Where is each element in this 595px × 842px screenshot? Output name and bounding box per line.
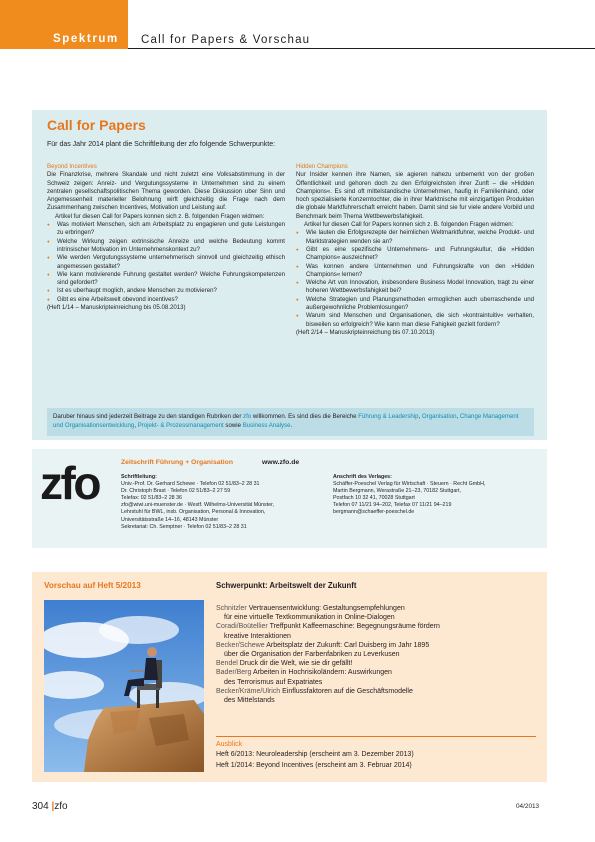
editor-line: Lehrstuhl für BWL, insb. Organisation, Personal & Innovation, (121, 509, 266, 516)
journal-url[interactable]: www.zfo.de (262, 459, 300, 466)
publisher-heading: Anschrift des Verlages: (333, 474, 392, 480)
article-title-cont: über die Organisation der Farbenfabriken zu Leverkusen (224, 651, 400, 659)
article-title: Einflussfaktoren auf die Geschäftsmodelle (282, 687, 413, 695)
question-item: ● Welche Wirkung zeigen extrinsische Anreize und welche Bedeutung kommt intrinsischer Motivation im Unternehmenskontext zu? (47, 238, 285, 255)
preview-article (216, 604, 536, 622)
page-number (32, 801, 68, 812)
question-item: ● Gibt es eine spezifische Unternehmens- und Fuhrungskultur, die »Hidden Champions« auszeichnet? (296, 246, 534, 263)
area-business-analyse: Business Analyse (242, 422, 291, 429)
article-title: Vertrauensentwicklung: Gestaltungsempfehlungen (248, 605, 405, 612)
article-title: Arbeitsplatz der Zukunft: Carl Duisberg im Jahr 1895 (266, 641, 430, 649)
article-author: Becker/Kräme/Ulrich (216, 687, 281, 695)
article-title: Arbeiten in Hochrisikoländern: Auswirkungen (252, 669, 392, 677)
article-author: Coradi/Boütellier (216, 623, 268, 631)
section-label: Spektrum (53, 33, 119, 45)
page-title: Call for Papers & Vorschau (141, 34, 311, 46)
note-text: Daruber hinaus sind jederzeit Beitrage zu den standigen Rubriken der (53, 413, 244, 420)
standing-sections-note (47, 408, 534, 436)
cfp-column-beyond-incentives (47, 163, 285, 312)
article-title-cont: des Terrorismus auf Expatriates (224, 678, 323, 686)
question-item: ● Was motiviert Menschen, sich am Arbeitsplatz zu engagieren und gute Leistungen zu erbringen? (47, 221, 285, 238)
article-title: Treffpunkt Kaffeemaschine: Begegnungsräume fördern (269, 623, 440, 631)
article-author: Bendel (216, 660, 238, 668)
note-separator: , (134, 422, 138, 429)
note-separator: , (456, 413, 460, 420)
cfp-intro: Für das Jahr 2014 plant die Schriftleitung der zfo folgende Schwerpunkte: (47, 141, 276, 148)
question-item: ● Wie werden Vergutungssysteme unternehmerisch sinnvoll und gleichzeitig ethisch angemessen gestaltet? (47, 254, 285, 271)
question-item: ● Warum sind Menschen und Organisationen, die sich »kontraintuitiv« verhalten, bisweilen so erfolgreich? Wie kann man diese Fahigkeit gezielt fordern? (296, 312, 534, 329)
article-author: Bader/Berg (216, 669, 252, 677)
preview-focus: Schwerpunkt: Arbeitswelt der Zukunft (216, 581, 357, 590)
area-change-management: Change Management und Organisationsentwicklung (53, 413, 519, 429)
preview-article (216, 668, 536, 686)
note-separator: sowie (223, 422, 243, 429)
page-number-value: 304 (32, 801, 49, 812)
editor-line: Universitätsstraße 14–16, 48143 Münster (121, 516, 219, 523)
editor-line: Dr. Christoph Brast · Telefon 02 51/83–2 27 59 (121, 488, 231, 495)
preview-article (216, 641, 536, 659)
question-item: ● Gibt es eine Arbeitswelt obevond incentives? (47, 296, 285, 304)
editor-line: Sekretariat: Ch. Semptner · Telefon 02 51/83–2 28 31 (121, 523, 247, 530)
area-organisation: Organisation (421, 413, 457, 420)
preview-heading: Vorschau auf Heft 5/2013 (44, 581, 141, 590)
editor-line: Univ.-Prof. Dr. Gerhard Schewe · Telefon 02 51/83–2 28 31 (121, 481, 260, 488)
note-end: . (290, 422, 293, 429)
publisher-line: bergmann@schaeffer-poeschel.de (333, 509, 415, 516)
article-author: Becker/Schewe (216, 641, 265, 649)
question-item: ● Was konnen andere Unternehmen und Fuhrungskrafte von den »Hidden Champions« lernen? (296, 263, 534, 280)
editor-line: zfo@wiwi.uni-muenster.de · Westf. Wilhelms-Universität Münster, (121, 502, 275, 509)
header-rule (128, 48, 595, 49)
publisher-line: Schäffer-Poeschel Verlag für Wirtschaft · Steuern · Recht GmbH, (333, 481, 486, 488)
outlook-heading: Ausblick (216, 741, 243, 748)
note-text: willkommen. Es sind dies die Bereiche (251, 413, 359, 420)
publisher-line: Postfach 10 32 41, 70028 Stuttgart (333, 495, 415, 502)
article-title-cont: für eine virtuelle Textkommunikation in Online-Dialogen (224, 614, 395, 622)
zfo-logo: zfo (40, 457, 99, 509)
zfo-highlight: zfo (243, 413, 252, 420)
outlook-item: Heft 1/2014: Beyond Incentives (erscheint am 3. Februar 2014) (216, 761, 412, 769)
cfp-column-hidden-champions (296, 163, 534, 337)
editors-block (121, 474, 336, 531)
outlook-list (216, 750, 414, 771)
column-paragraph: Artikel fur diesen Call for Papers konnen sich z. B. folgenden Fragen widmen: (55, 212, 265, 220)
question-item: ● Wie kann motivierende Fuhrung gestaltet werden? Welche Fuhrungskompetenzen sind gefordert? (47, 271, 285, 288)
column-heading: Beyond Incentives (47, 163, 97, 170)
footer-bar: | (51, 801, 55, 812)
outlook-item: Heft 6/2013: Neuroleadership (erscheint am 3. Dezember 2013) (216, 751, 414, 758)
publisher-line: Telefon 07 11/21 94–202, Telefax 07 11/21 94–219 (333, 502, 452, 509)
footer-brand: zfo (54, 801, 68, 812)
editors-heading: Schriftleitung: (121, 474, 157, 480)
area-fuehrung-leadership: Führung & Leadership (358, 413, 419, 420)
question-item: ● Welche Strategien und Planungsmethoden ermoglichen auch uberraschende und außergewohnliche Problemlosungen? (296, 296, 534, 313)
editor-line: Telefax: 02 51/83–2 28 36 (121, 495, 182, 502)
note-separator: , (418, 413, 422, 420)
article-title-cont: kreative Interaktionen (224, 632, 291, 640)
preview-article-list (216, 604, 536, 705)
column-paragraph: Artikel fur diesen Call for Papers konnen sich z. B. folgenden Fragen widmen: (304, 221, 514, 229)
question-item: ● Wie lauten die Erfolgsrezepte der heimlichen Weltmarktfuhrer, welche Produkt- und Marktstrategien wenden sie an? (296, 229, 534, 246)
cfp-title: Call for Papers (47, 117, 146, 133)
preview-article (216, 687, 536, 705)
preview-article (216, 659, 536, 668)
column-paragraph: Die Finanzkrise, mehrere Skandale und nicht zuletzt eine Volksabstimmung in der Schweiz zeigen: Anreiz- und Vergutungssysteme in Unternehmen sind zu einem zentralen gesellschaftspolitischen Thema geworden. Diese Diskussion uber Sinn und Angemessenheit materieller Belohnung wirft gleichzeitig die Frage nach dem Zusammenhang zwischen Incentives, Motivation und Leistung auf. (47, 171, 285, 212)
publisher-line: Martin Bergmann, Werastraße 21–23, 70182 Stuttgart, (333, 488, 461, 495)
question-item: ● Ist es uberhaupt moglich, andere Menschen zu motivieren? (47, 287, 285, 295)
deadline-note: (Heft 2/14 – Manuskripteinreichung bis 07.10.2013) (296, 328, 435, 336)
column-heading: Hidden Champions (296, 163, 348, 170)
issue-label: 04/2013 (516, 803, 540, 810)
article-author: Schnitzler (216, 605, 247, 612)
column-paragraph: Nur Insider kennen ihre Namen, sie agieren nahezu unbemerkt von der großen Öffentlichkeit und gehoren doch zu den Erfolgreichsten ihrer Zunft – die »Hidden Champions«. Es sind oft mittelstandische Unternehmen, haufig in Familienhand, oder hoch spezialisierte Konzerntochter, die in ihrer Marktnische mit einzigartigen Produkten die globale Marktfuhrerschaft erreicht haben. Damit sind sie fur viele andere Vorbild und Benchmark beim Thema Wettbewerbsfahigkeit. (296, 171, 534, 220)
publisher-block (333, 474, 543, 517)
question-list (47, 221, 285, 304)
outlook-divider (216, 736, 536, 737)
question-list (296, 229, 534, 329)
question-item: ● Welche Art von Innovation, insbesondere Business Model Innovation, tragt zu einer hoheren Wettbewerbsfahigkeit bei? (296, 279, 534, 296)
area-projekt-prozessmanagement: Projekt- & Prozessmanagement (137, 422, 224, 429)
businessman-on-rock-photo (44, 600, 204, 772)
preview-article (216, 622, 536, 640)
deadline-note: (Heft 1/14 – Manuskripteinreichung bis 05.08.2013) (47, 304, 186, 312)
article-title-cont: des Mittelstands (224, 697, 275, 705)
article-title: Druck dir die Welt, wie sie dir gefällt! (239, 660, 353, 668)
journal-name: Zeitschrift Führung + Organisation (121, 459, 233, 466)
